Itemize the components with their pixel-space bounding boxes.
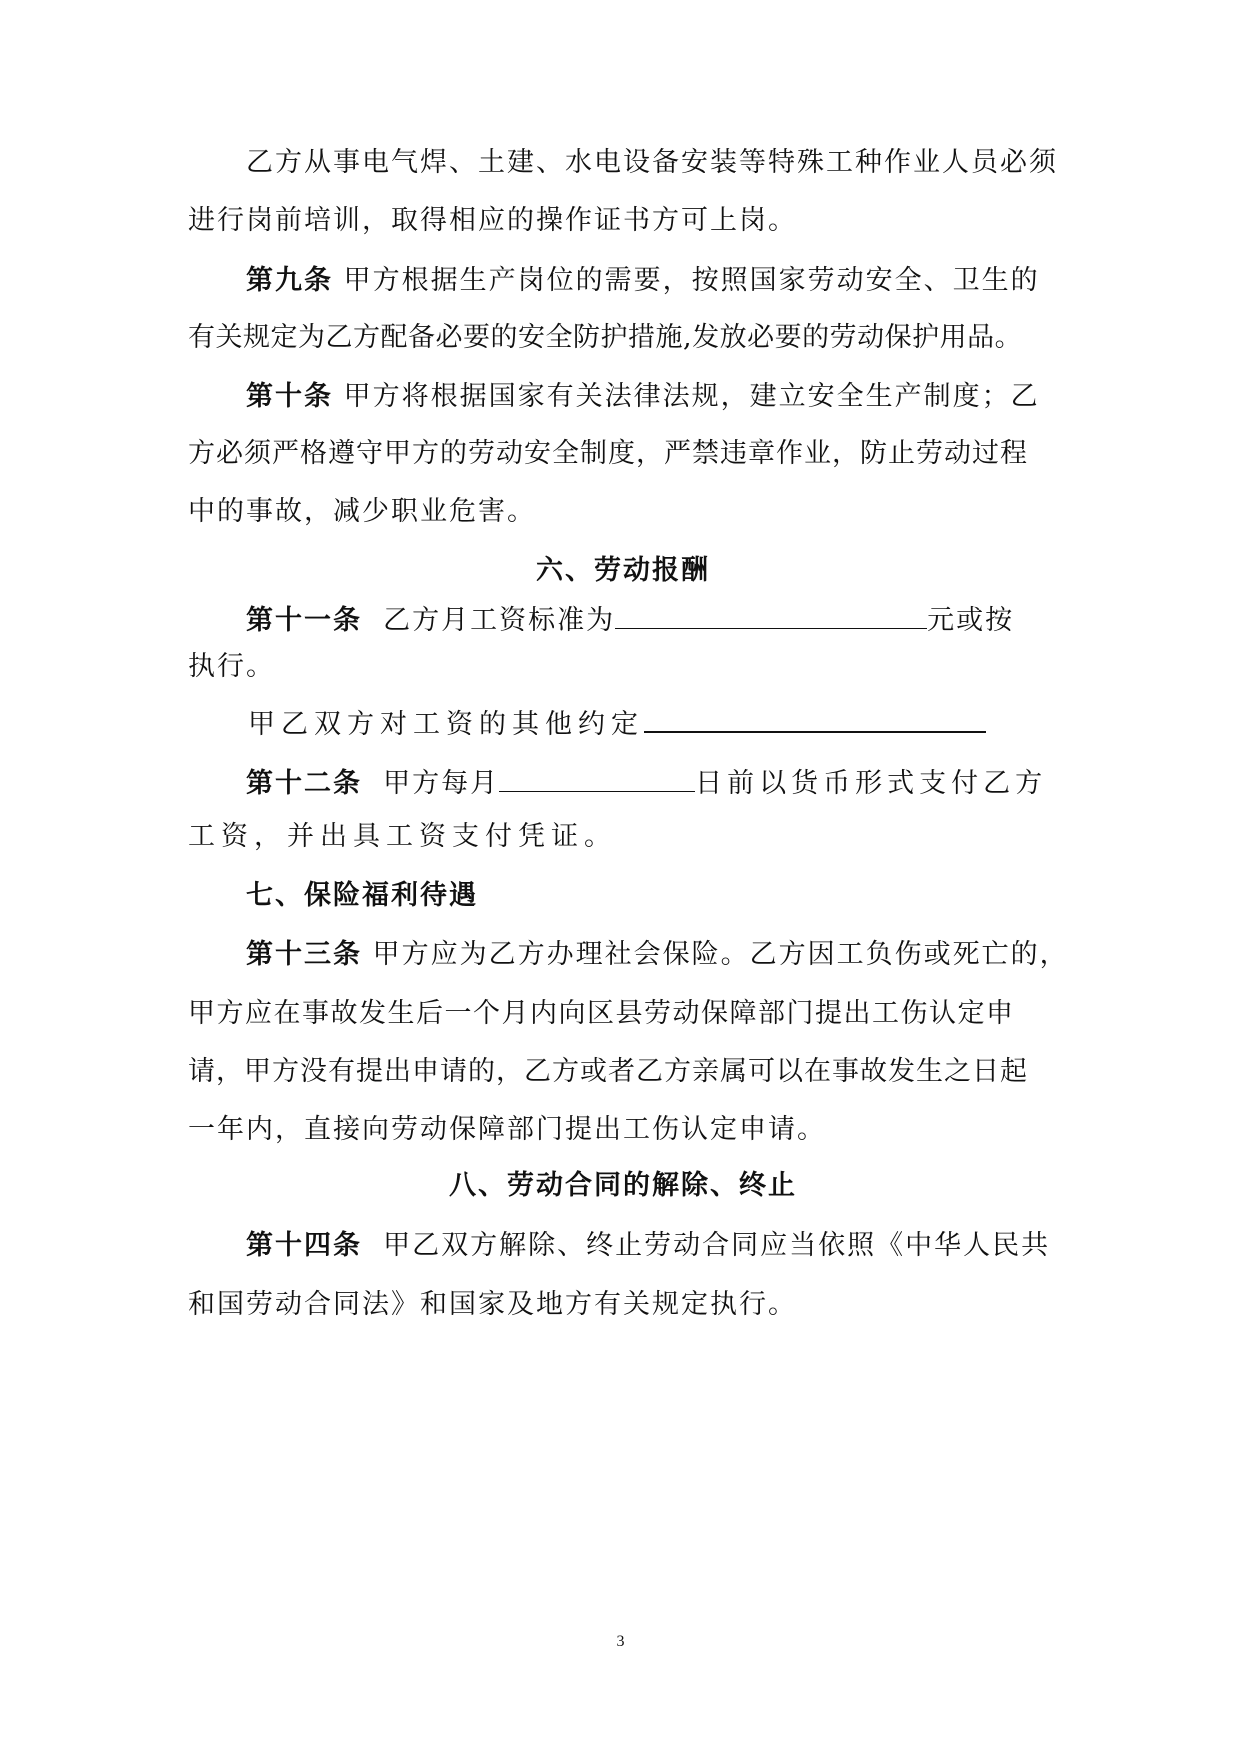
salary-blank[interactable] bbox=[615, 598, 927, 629]
paragraph-line: 和国劳动合同法》和国家及地方有关规定执行。 bbox=[188, 1289, 797, 1320]
article-label: 第十四条 bbox=[246, 1230, 362, 1261]
article-14: 第十四条 甲乙双方解除、终止劳动合同应当依照《中华人民共 bbox=[246, 1230, 1051, 1261]
article-13: 第十三条 甲方应为乙方办理社会保险。乙方因工负伤或死亡的， bbox=[246, 939, 1069, 970]
paragraph-line: 进行岗前培训，取得相应的操作证书方可上岗。 bbox=[188, 205, 797, 236]
paragraph-line: 方必须严格遵守甲方的劳动安全制度，严禁违章作业，防止劳动过程 bbox=[188, 438, 1028, 469]
section-heading-7: 七、保险福利待遇 bbox=[246, 880, 478, 911]
paragraph-line: 工资，并出具工资支付凭证。 bbox=[188, 821, 617, 852]
article-10: 第十条 甲方将根据国家有关法律法规，建立安全生产制度；乙 bbox=[246, 381, 1040, 412]
other-agreement-blank[interactable] bbox=[644, 701, 986, 733]
article-label: 第十二条 bbox=[246, 768, 362, 799]
article-label: 第十一条 bbox=[246, 605, 362, 636]
article-label: 第九条 bbox=[246, 265, 333, 296]
paragraph-line: 中的事故，减少职业危害。 bbox=[188, 496, 536, 527]
paragraph-line: 乙方从事电气焊、土建、水电设备安装等特殊工种作业人员必须 bbox=[246, 147, 1058, 178]
page-number: 3 bbox=[616, 1633, 625, 1650]
article-label: 第十条 bbox=[246, 381, 333, 412]
section-heading-8: 八、劳动合同的解除、终止 bbox=[449, 1170, 797, 1201]
section-heading-6: 六、劳动报酬 bbox=[536, 555, 710, 586]
other-agreement-line: 甲乙双方对工资的其他约定 bbox=[248, 701, 1118, 745]
article-11: 第十一条 乙方月工资标准为 元或按 bbox=[246, 598, 1116, 641]
paragraph-line: 一年内，直接向劳动保障部门提出工伤认定申请。 bbox=[188, 1114, 826, 1145]
paragraph-line: 执行。 bbox=[188, 651, 275, 682]
paragraph-line: 请，甲方没有提出申请的，乙方或者乙方亲属可以在事故发生之日起 bbox=[188, 1056, 1028, 1087]
paragraph-line: 甲方应在事故发生后一个月内向区县劳动保障部门提出工伤认定申 bbox=[188, 998, 1015, 1029]
article-9: 第九条 甲方根据生产岗位的需要，按照国家劳动安全、卫生的 bbox=[246, 265, 1040, 296]
article-label: 第十三条 bbox=[246, 939, 362, 970]
paragraph-line: 有关规定为乙方配备必要的安全防护措施,发放必要的劳动保护用品。 bbox=[188, 322, 1023, 353]
article-12: 第十二条 甲方每月 日前以货币形式支付乙方 bbox=[246, 761, 1116, 804]
payday-blank[interactable] bbox=[499, 761, 695, 792]
